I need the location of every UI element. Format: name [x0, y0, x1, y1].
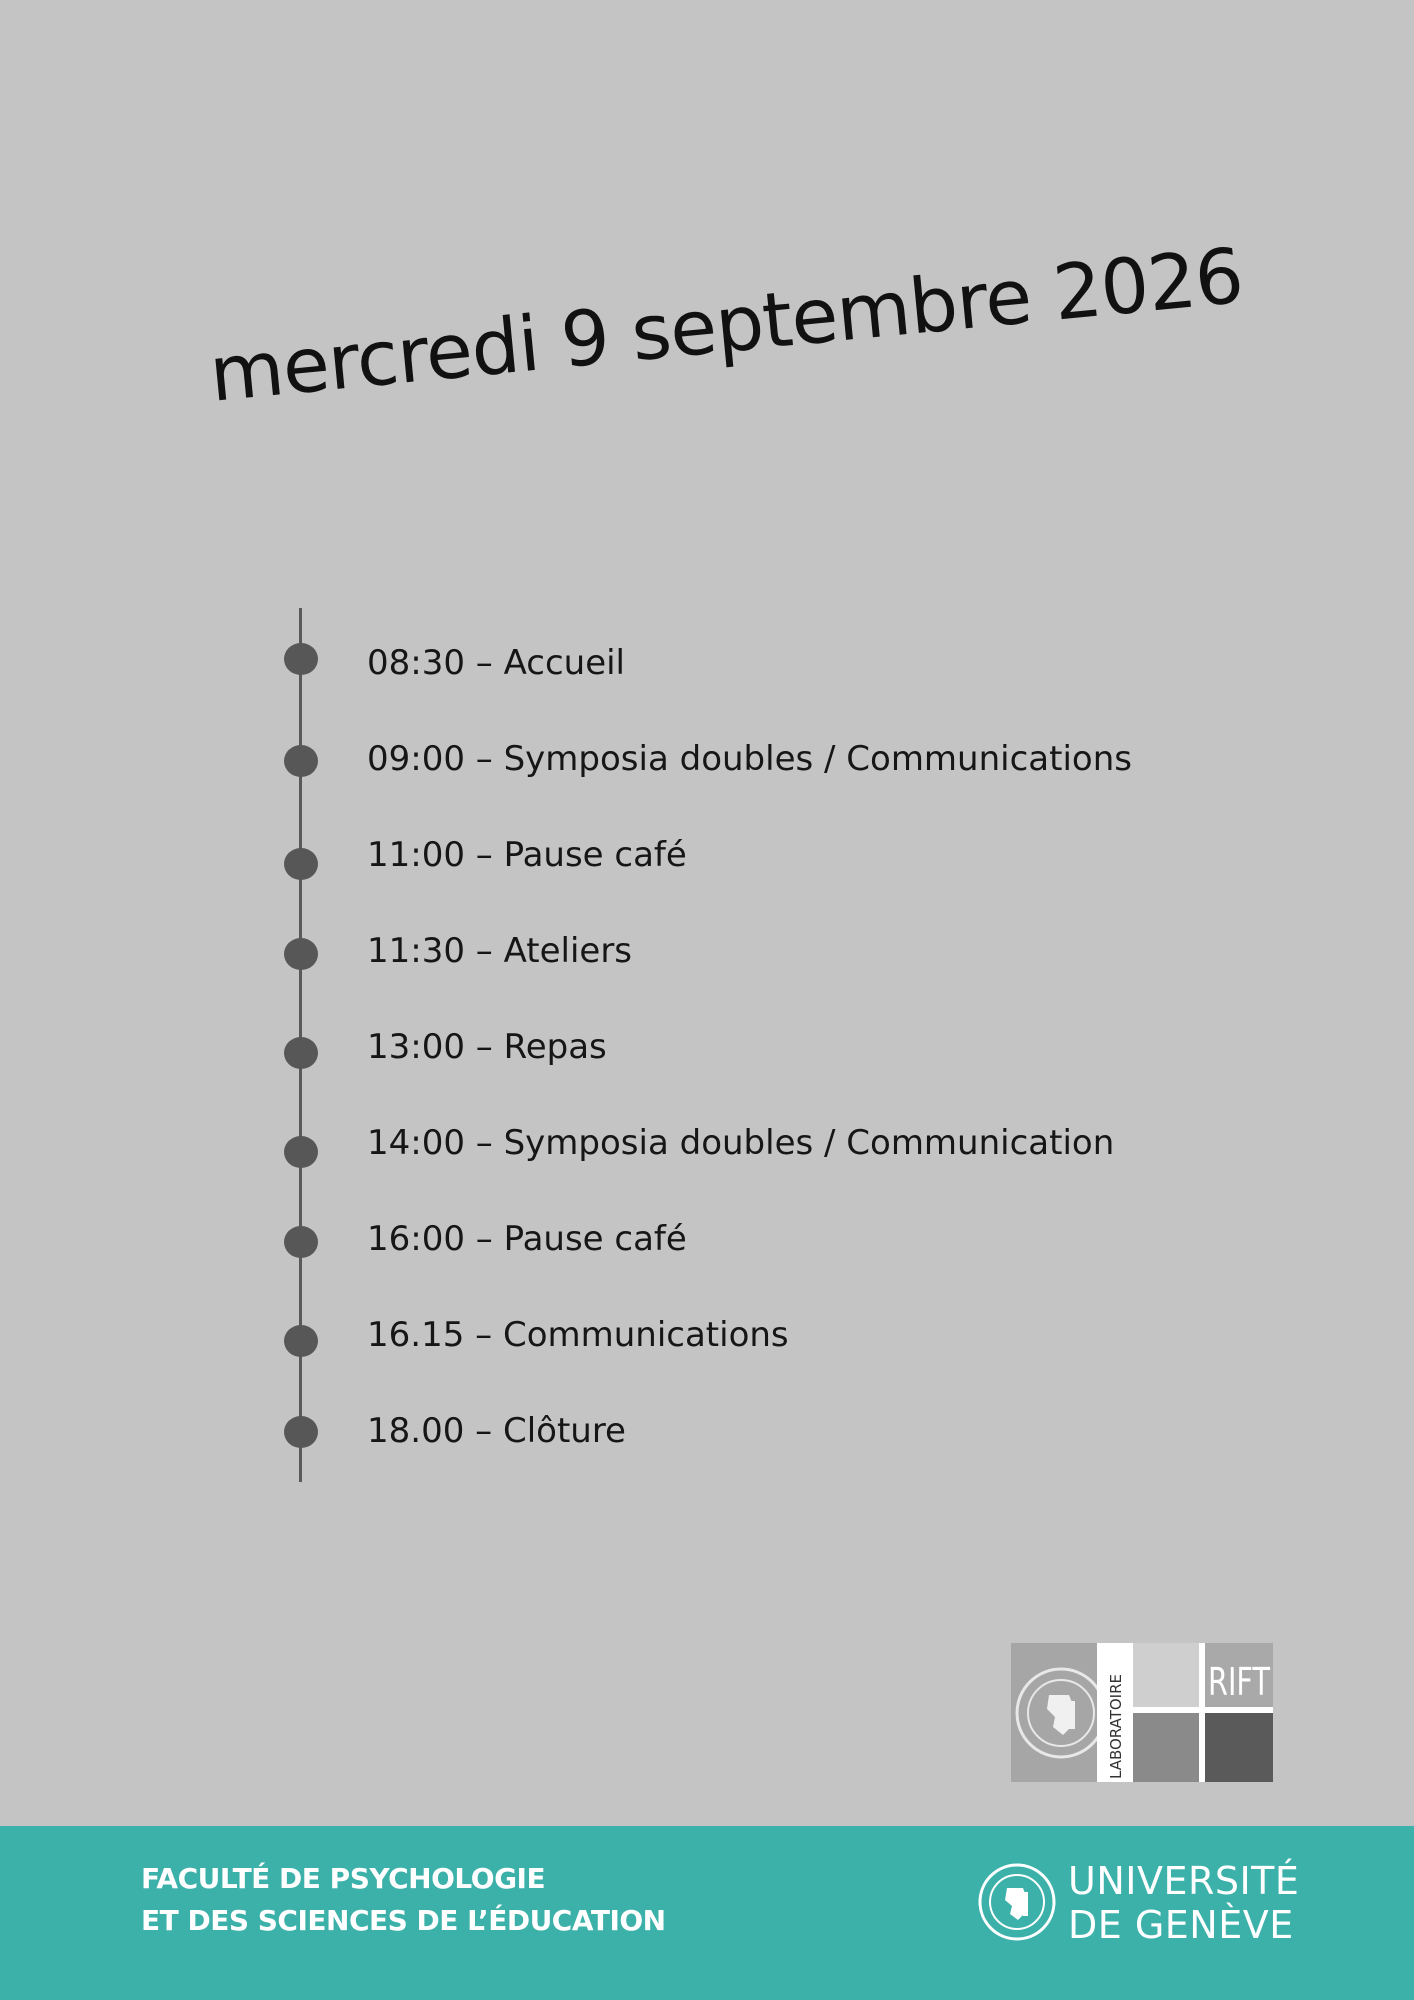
schedule-item-symposia-morning: 09:00 – Symposia doubles / Communications	[367, 739, 1132, 779]
date-title: mercredi 9 septembre 2026	[205, 230, 1247, 419]
schedule-item-communications: 16.15 – Communications	[367, 1315, 789, 1355]
schedule-item-cloture: 18.00 – Clôture	[367, 1411, 626, 1451]
university-name	[1068, 1859, 1299, 1947]
schedule-item-symposia-afternoon: 14:00 – Symposia doubles / Communication	[367, 1123, 1115, 1163]
schedule-item-pause-afternoon: 16:00 – Pause café	[367, 1219, 687, 1259]
university-seal-icon	[977, 1862, 1057, 1942]
timeline-dot	[284, 745, 318, 777]
faculty-name	[141, 1858, 666, 1942]
timeline-dot	[284, 1416, 318, 1448]
university-line-2: DE GENÈVE	[1068, 1903, 1294, 1947]
schedule-item-pause-morning: 11:00 – Pause café	[367, 835, 687, 875]
faculty-line-2: ET DES SCIENCES DE L’ÉDUCATION	[141, 1904, 666, 1937]
timeline-dot	[284, 643, 318, 675]
lab-name: RIFT	[1208, 1660, 1271, 1704]
timeline-dot	[284, 938, 318, 970]
faculty-line-1: FACULTÉ DE PSYCHOLOGIE	[141, 1862, 546, 1895]
rift-laboratory-logo	[1011, 1643, 1273, 1782]
timeline-dot	[284, 848, 318, 880]
timeline-dot	[284, 1325, 318, 1357]
timeline-dot	[284, 1226, 318, 1258]
schedule-item-ateliers: 11:30 – Ateliers	[367, 931, 633, 971]
schedule-item-repas: 13:00 – Repas	[367, 1027, 607, 1067]
timeline-dot	[284, 1037, 318, 1069]
schedule-item-accueil: 08:30 – Accueil	[367, 643, 626, 683]
lab-vertical-text: LABORATOIRE	[1107, 1674, 1125, 1779]
university-line-1: UNIVERSITÉ	[1068, 1859, 1300, 1903]
timeline-dot	[284, 1136, 318, 1168]
